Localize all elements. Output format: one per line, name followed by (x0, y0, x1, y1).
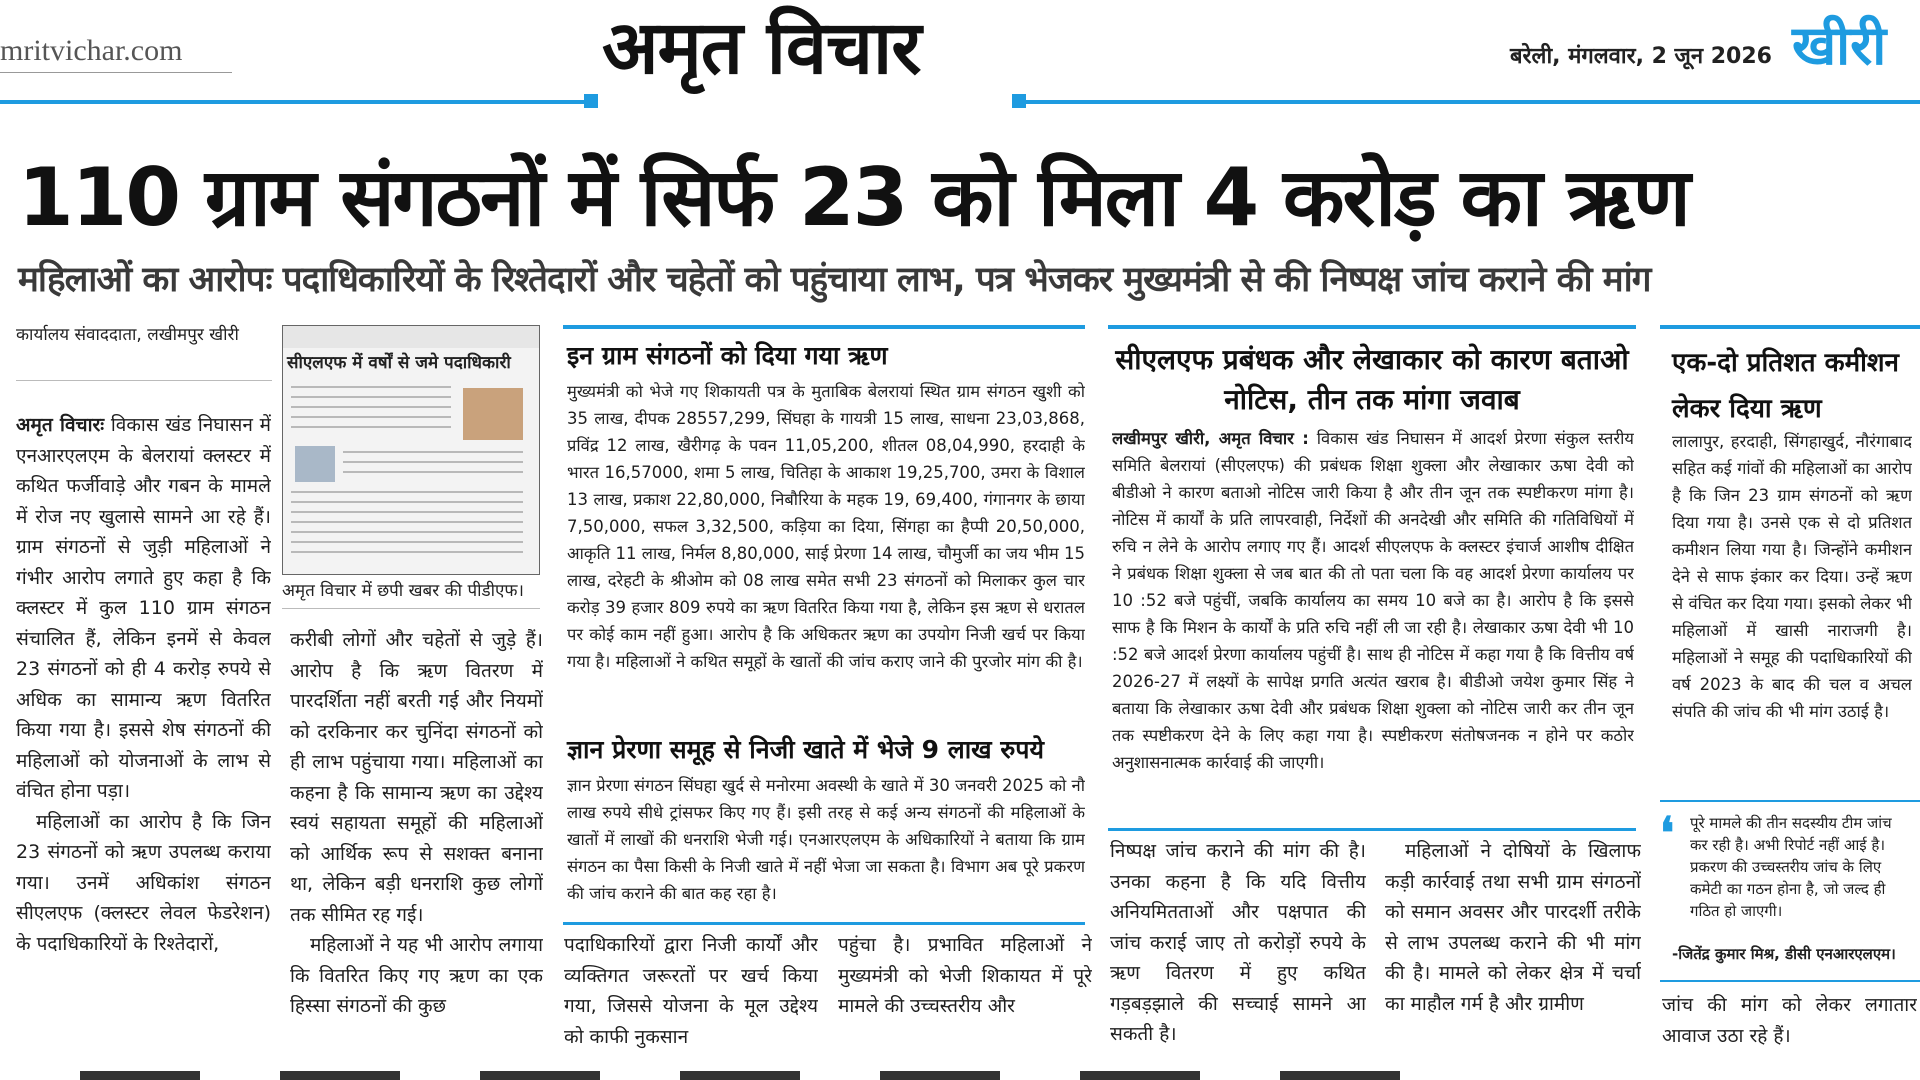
clipping-header (283, 326, 539, 348)
rule-marker-left (584, 94, 598, 108)
article-column-2 (290, 625, 543, 1050)
story3-body: लालापुर, हरदाही, सिंगहाखुर्द, नौरंगाबाद सहित कई गांवों की महिलाओं का आरोप है कि जिन 23 ग्राम संगठनों को ऋण दिया गया है। उनसे एक से दो प्रतिशत कमीशन लिया गया है। जिन्होंने कमीशन देने से साफ इंकार कर दिया। उन्हें ऋण से वंचित कर दिया गया। इसको लेकर भी महिलाओं में खासी नाराजगी है। महिलाओं ने समूह की पदाधिकारियों की वर्ष 2023 के बाद की चल व अचल संपति की जांच की भी मांग उठाई है। (1672, 432, 1912, 721)
quote-icon: ❛ (1660, 808, 1675, 859)
box-body: मुख्यमंत्री को भेजे गए शिकायती पत्र के मुताबिक बेलरायां स्थित ग्राम संगठन खुशी को 35 लाख, दीपक 28557,299, सिंघहा के गायत्री 15 लाख, साधना 23,03,868, प्रविंद्र 12 लाख, खैरीगढ़ के पवन 11,05,200, शीतल 08,04,990, हरदाही के भारत 16,57000, शमा 5 लाख, चितिहा के आकाश 19,25,700, उमरा के विशाल 13 लाख, प्रकाश 22,80,000, निबौरिया के महक 19, 69,400, गंगानगर के छाया 7,50,000, सफल 3,32,500, कड़िया का दिया, सिंगहा का हैप्पी 20,50,000, आकृति 11 लाख, निर्मल 8,80,000, साई प्रेरणा 14 लाख, चौमुर्जी का जय भीम 15 लाख, दरेहटी के श्रीओम को 08 लाख समेत सभी 23 संगठनों को मिलाकर कुल चार करोड़ 39 हजार 809 रुपये का ऋण वितरित किया गया है, लेकिन इस ऋण से धरातल पर कोई काम नहीं हुआ। आरोप है कि अधिकतर ऋण का उपयोग निजी खर्च पर किया गया है। महिलाओं ने कथित समूहों के खातों की जांच कराए जाने की पुरजोर मांग की है। (567, 382, 1085, 671)
story2-title: सीएलएफ प्रबंधक और लेखाकार को कारण बताओ नोटिस, तीन तक मांगा जवाब (1115, 343, 1629, 416)
article-column-1 (16, 410, 271, 1050)
subheadline: महिलाओं का आरोपः पदाधिकारियों के रिश्तेदारों और चहेतों को पहुंचाया लाभ, पत्र भेजकर मुख्यमंत्री से की निष्पक्ष जांच कराने की मांग (18, 260, 1651, 300)
article-paragraph: महिलाओं ने यह भी आरोप लगाया कि वितरित किए गए ऋण का एक हिस्सा संगठनों की कुछ (290, 934, 543, 1017)
byline-divider (16, 380, 272, 381)
edition-name: खीरी (1792, 14, 1887, 77)
newspaper-clipping-image (282, 325, 540, 575)
url-underline (0, 72, 232, 73)
photo-caption: अमृत विचार में छपी खबर की पीडीएफ। (282, 581, 524, 601)
article-paragraph: विकास खंड निघासन में एनआरएलएम के बेलरायां क्लस्टर में कथित फर्जीवाड़े और गबन के मामले में रोज नए खुलासे सामने आ रहे हैं। ग्राम संगठनों से जुड़ी महिलाओं ने गंभीर आरोप लगाते हुए कहा है कि क्लस्टर में कुल 110 ग्राम संगठन संचालित हैं, लेकिन इनमें से केवल 23 संगठनों को ही 4 करोड़ रुपये से अधिक का सामान्य ऋण वितरित किया गया है। इससे शेष संगठनों की महिलाओं को योजनाओं के लाभ से वंचित होना पड़ा। (16, 414, 271, 802)
rule-marker-right (1012, 94, 1026, 108)
quote-attribution: -जितेंद्र कुमार मिश्र, डीसी एनआरएलएम। (1672, 945, 1896, 963)
article-column-4a: निष्पक्ष जांच कराने की मांग की है। उनका कहना है कि यदि वित्तीय अनियमितताओं और पक्षपात की जांच कराई जाए तो करोड़ों रुपये के ऋण वितरण में हुए कथित गड़बड़झाले की सच्चाई सामने आ सकती है। (1110, 840, 1366, 1045)
story3-top-rule (1660, 325, 1920, 329)
clipping-photo (295, 446, 335, 482)
dateline: बरेली, मंगलवार, 2 जून 2026 (1510, 44, 1772, 69)
story2-bottom-rule (1108, 828, 1636, 831)
story2-text: विकास खंड निघासन में आदर्श प्रेरणा संकुल स्तरीय समिति बेलरायां (सीएलएफ) की प्रबंधक शिक्षा शुक्ला और लेखाकार ऊषा देवी को बीडीओ ने कारण बताओ नोटिस जारी किया है और तीन जून तक स्पष्टीकरण मांगा है। नोटिस में कार्यों के प्रति लापरवाही, निर्देशों की अनदेखी और समिति की गतिविधियों में रुचि न लेने के आरोप लगाए गए हैं। आदर्श सीएलएफ के क्लस्टर इंचार्ज आशीष दीक्षित ने प्रबंधक शिक्षा शुक्ला से जब बात की तो पता चला कि वह आदर्श प्रेरणा कार्यालय पर 10 :52 बजे पहुंचीं, जबकि कार्यालय का समय 10 बजे का है। आरोप है कि इससे साफ है कि मिशन के कार्यों के प्रति रुचि नहीं ली जा रही है। लेखाकार ऊषा देवी भी 10 :52 बजे आदर्श प्रेरणा कार्यालय पहुंचीं है। साथ ही नोटिस में कहा गया है कि वित्तीय वर्ष 2026-27 में लक्ष्यों के सापेक्ष प्रगति अत्यंत खराब है। बीडीओ जयेश कुमार सिंह ने बताया कि लेखाकार ऊषा देवी और प्रबंधक शिक्षा शुक्ला को नोटिस जारी कर तीन जून तक स्पष्टीकरण देने के लिए कहा गया है। स्पष्टीकरण संतोषजनक न होने पर कठोर अनुशासनात्मक कार्रवाई की जाएगी। (1112, 429, 1634, 772)
byline: कार्यालय संवाददाता, लखीमपुर खीरी (16, 325, 239, 345)
story2-body (1112, 425, 1634, 820)
article-kicker: अमृत विचारः (16, 414, 105, 436)
newspaper-brand: अमृत विचार (602, 5, 921, 91)
headline: 110 ग्राम संगठनों में सिर्फ 23 को मिला 4 करोड़ का ऋण (18, 151, 1689, 244)
box-title: इन ग्राम संगठनों को दिया गया ऋण (567, 341, 888, 370)
website-url: mritvichar.com (0, 34, 183, 67)
next-headline-cropped (0, 1066, 1920, 1080)
caption-divider (282, 608, 540, 609)
clipping-photo (463, 388, 523, 440)
quote-divider (1660, 800, 1920, 802)
masthead-rule-right (1015, 100, 1920, 104)
story2-top-rule (1108, 325, 1636, 329)
clipping-title: सीएलएफ में वर्षों से जमे पदाधिकारी (287, 353, 511, 373)
quote-bottom-rule (1660, 980, 1920, 982)
pull-quote: पूरे मामले की तीन सदस्यीय टीम जांच कर रही है। अभी रिपोर्ट नहीं आई है। प्रकरण की उच्चस्तरीय जांच के लिए कमेटी का गठन होना है, जो जल्द ही गठित हो जाएगी। (1690, 814, 1892, 920)
article-column-3b: पहुंचा है। प्रभावित महिलाओं ने मुख्यमंत्री को भेजी शिकायत में पूरे मामले की उच्चस्तरीय और (838, 934, 1092, 1017)
box-title: ज्ञान प्रेरणा समूह से निजी खाते में भेजे 9 लाख रुपये (567, 735, 1044, 764)
article-paragraph: महिलाओं का आरोप है कि जिन 23 संगठनों को ऋण उपलब्ध कराया गया। उनमें अधिकांश संगठन सीएलएफ (क्लस्टर लेवल फेडरेशन) के पदाधिकारियों के रिश्तेदारों, (16, 810, 271, 955)
story3-title: एक-दो प्रतिशत कमीशन लेकर दिया ऋण (1672, 348, 1899, 424)
article-column-3a: पदाधिकारियों द्वारा निजी कार्यों और व्यक्तिगत जरूरतों पर खर्च किया गया, जिससे योजना के मूल उद्देश्य को काफी नुकसान (564, 934, 818, 1048)
article-paragraph: करीबी लोगों और चहेतों से जुड़े हैं। आरोप है कि ऋण वितरण में पारदर्शिता नहीं बरती गई और नियमों को दरकिनार कर चुनिंदा संगठनों को ही लाभ पहुंचाया गया। महिलाओं का कहना है कि सामान्य ऋण का उद्देश्य स्वयं सहायता समूहों की महिलाओं को आर्थिक रूप से सशक्त बनाना था, लेकिन बड़ी धनराशि कुछ लोगों तक सीमित रह गई। (290, 629, 543, 926)
box-bottom-rule (563, 922, 1085, 925)
article-column-4b: महिलाओं ने दोषियों के खिलाफ कड़ी कार्रवाई तथा सभी ग्राम संगठनों को समान अवसर और पारदर्शी तरीके से लाभ उपलब्ध कराने की भी मांग की है। मामले को लेकर क्षेत्र में चर्चा का माहौल गर्म है और ग्रामीण (1385, 840, 1641, 1015)
article-column-5: जांच की मांग को लेकर लगातार आवाज उठा रहे हैं। (1662, 994, 1917, 1047)
story2-kicker: लखीमपुर खीरी, अमृत विचार : (1112, 429, 1309, 448)
masthead-rule-left (0, 100, 592, 104)
box-body: ज्ञान प्रेरणा संगठन सिंघहा खुर्द से मनोरमा अवस्थी के खाते में 30 जनवरी 2025 को नौ लाख रुपये सीधे ट्रांसफर किए गए हैं। इसी तरह से कई अन्य संगठनों की महिलाओं के खातों में लाखों की धनराशि भेजी गई। एनआरएलएम के अधिकारियों ने बताया कि ग्राम संगठन का पैसा किसी के निजी खाते में नहीं भेजा जा सकता है। विभाग अब पूरे प्रकरण की जांच कराने की बात कह रहा है। (567, 776, 1085, 903)
box-top-rule (563, 325, 1085, 329)
